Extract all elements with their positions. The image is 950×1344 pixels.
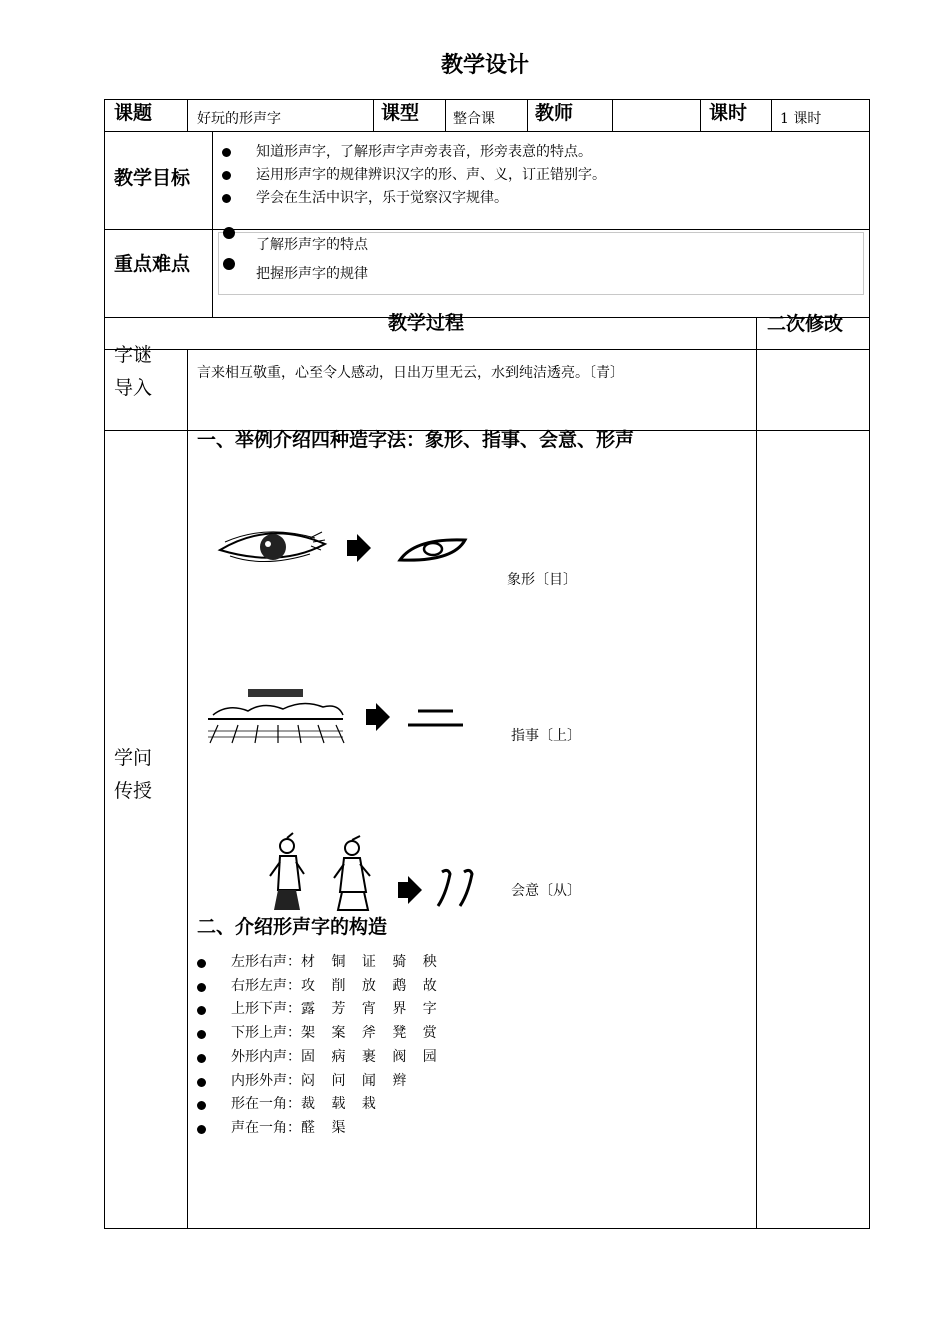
bullet-icon (223, 227, 235, 239)
page-title: 教学设计 (440, 53, 529, 78)
structure-chars: 固 病 裹 阀 园 (301, 1048, 443, 1065)
structure-type: 声在一角： (231, 1119, 301, 1136)
structure-type: 左形右声： (231, 954, 301, 970)
list-item (197, 1093, 443, 1117)
riddle-label (114, 339, 152, 405)
bullet-icon (222, 148, 231, 157)
section-heading-1: 一、举例介绍四种造字法：象形、指事、会意、形声 (197, 429, 635, 451)
structure-type: 内形外声： (231, 1072, 301, 1089)
bullet-icon (197, 1054, 206, 1063)
list-item (222, 164, 842, 187)
structure-type: 右形左声： (231, 977, 301, 994)
list-item (197, 951, 443, 975)
riddle-content: 言来相互敬重，心至令人感动，日出万里无云，水到纯洁透亮。〔青〕 (197, 365, 624, 381)
list-item (197, 1022, 443, 1046)
key-points-label: 重点难点 (114, 253, 191, 275)
hours-value: 1 课时 (780, 111, 822, 127)
list-item (197, 1046, 443, 1070)
structure-chars: 材 铜 证 骑 秧 (301, 954, 443, 970)
bullet-icon (197, 983, 206, 992)
list-item (197, 1070, 443, 1094)
list-item (222, 187, 842, 210)
structure-type: 外形内声： (231, 1048, 301, 1065)
bullet-icon (222, 171, 231, 180)
eye-pictograph-icon (215, 520, 475, 578)
example-caption: 象形〔目〕 (507, 572, 577, 588)
bullet-icon (197, 1030, 206, 1039)
structure-type: 下形上声： (231, 1025, 301, 1042)
structure-list (197, 951, 443, 1141)
bullet-icon (223, 258, 235, 270)
process-label: 教学过程 (388, 312, 465, 334)
bullet-icon (197, 1078, 206, 1087)
objective-text: 运用形声字的规律辨识汉字的形、声、义，订正错别字。 (256, 167, 606, 183)
example-caption: 指事〔上〕 (511, 728, 581, 744)
structure-chars: 攻 削 放 鹉 故 (301, 977, 443, 994)
structure-chars: 醛 渠 (301, 1119, 352, 1136)
teaching-label (114, 742, 152, 808)
list-item (197, 975, 443, 999)
topic-label: 课题 (114, 102, 153, 124)
riddle-label-line2: 导入 (114, 377, 153, 399)
type-value: 整合课 (453, 111, 495, 127)
teacher-label: 教师 (535, 102, 574, 124)
teaching-label-line1: 学问 (114, 747, 153, 769)
objectives-list (222, 141, 842, 210)
example-caption: 会意〔从〕 (511, 883, 581, 899)
bullet-icon (197, 1006, 206, 1015)
list-item (197, 998, 443, 1022)
key-point-item: 把握形声字的规律 (256, 266, 368, 282)
list-item (197, 1117, 443, 1141)
revision-label: 二次修改 (767, 313, 844, 335)
structure-type: 上形下声： (231, 1001, 301, 1018)
list-item (222, 141, 842, 164)
two-people-pictograph-icon (262, 832, 487, 914)
structure-type: 形在一角： (231, 1096, 301, 1113)
objective-text: 学会在生活中识字，乐于觉察汉字规律。 (256, 190, 508, 206)
objectives-label: 教学目标 (114, 167, 191, 189)
key-point-item: 了解形声字的特点 (256, 237, 368, 253)
teaching-label-line2: 传授 (114, 780, 153, 802)
structure-chars: 闷 问 闻 辫 (301, 1072, 413, 1089)
hours-label: 课时 (709, 102, 748, 124)
riddle-label-line1: 字谜 (114, 344, 153, 366)
section-heading-2: 二、介绍形声字的构造 (197, 916, 388, 938)
topic-value: 好玩的形声字 (197, 111, 281, 127)
horizon-pictograph-icon (208, 685, 468, 749)
structure-chars: 架 案 斧 凳 赏 (301, 1025, 443, 1042)
type-label: 课型 (381, 102, 420, 124)
bullet-icon (222, 194, 231, 203)
objective-text: 知道形声字，了解形声字声旁表音，形旁表意的特点。 (256, 144, 592, 160)
bullet-icon (197, 959, 206, 968)
structure-chars: 裁 载 栽 (301, 1096, 382, 1113)
bullet-icon (197, 1125, 206, 1134)
bullet-icon (197, 1101, 206, 1110)
structure-chars: 露 芳 宵 界 字 (301, 1001, 443, 1018)
